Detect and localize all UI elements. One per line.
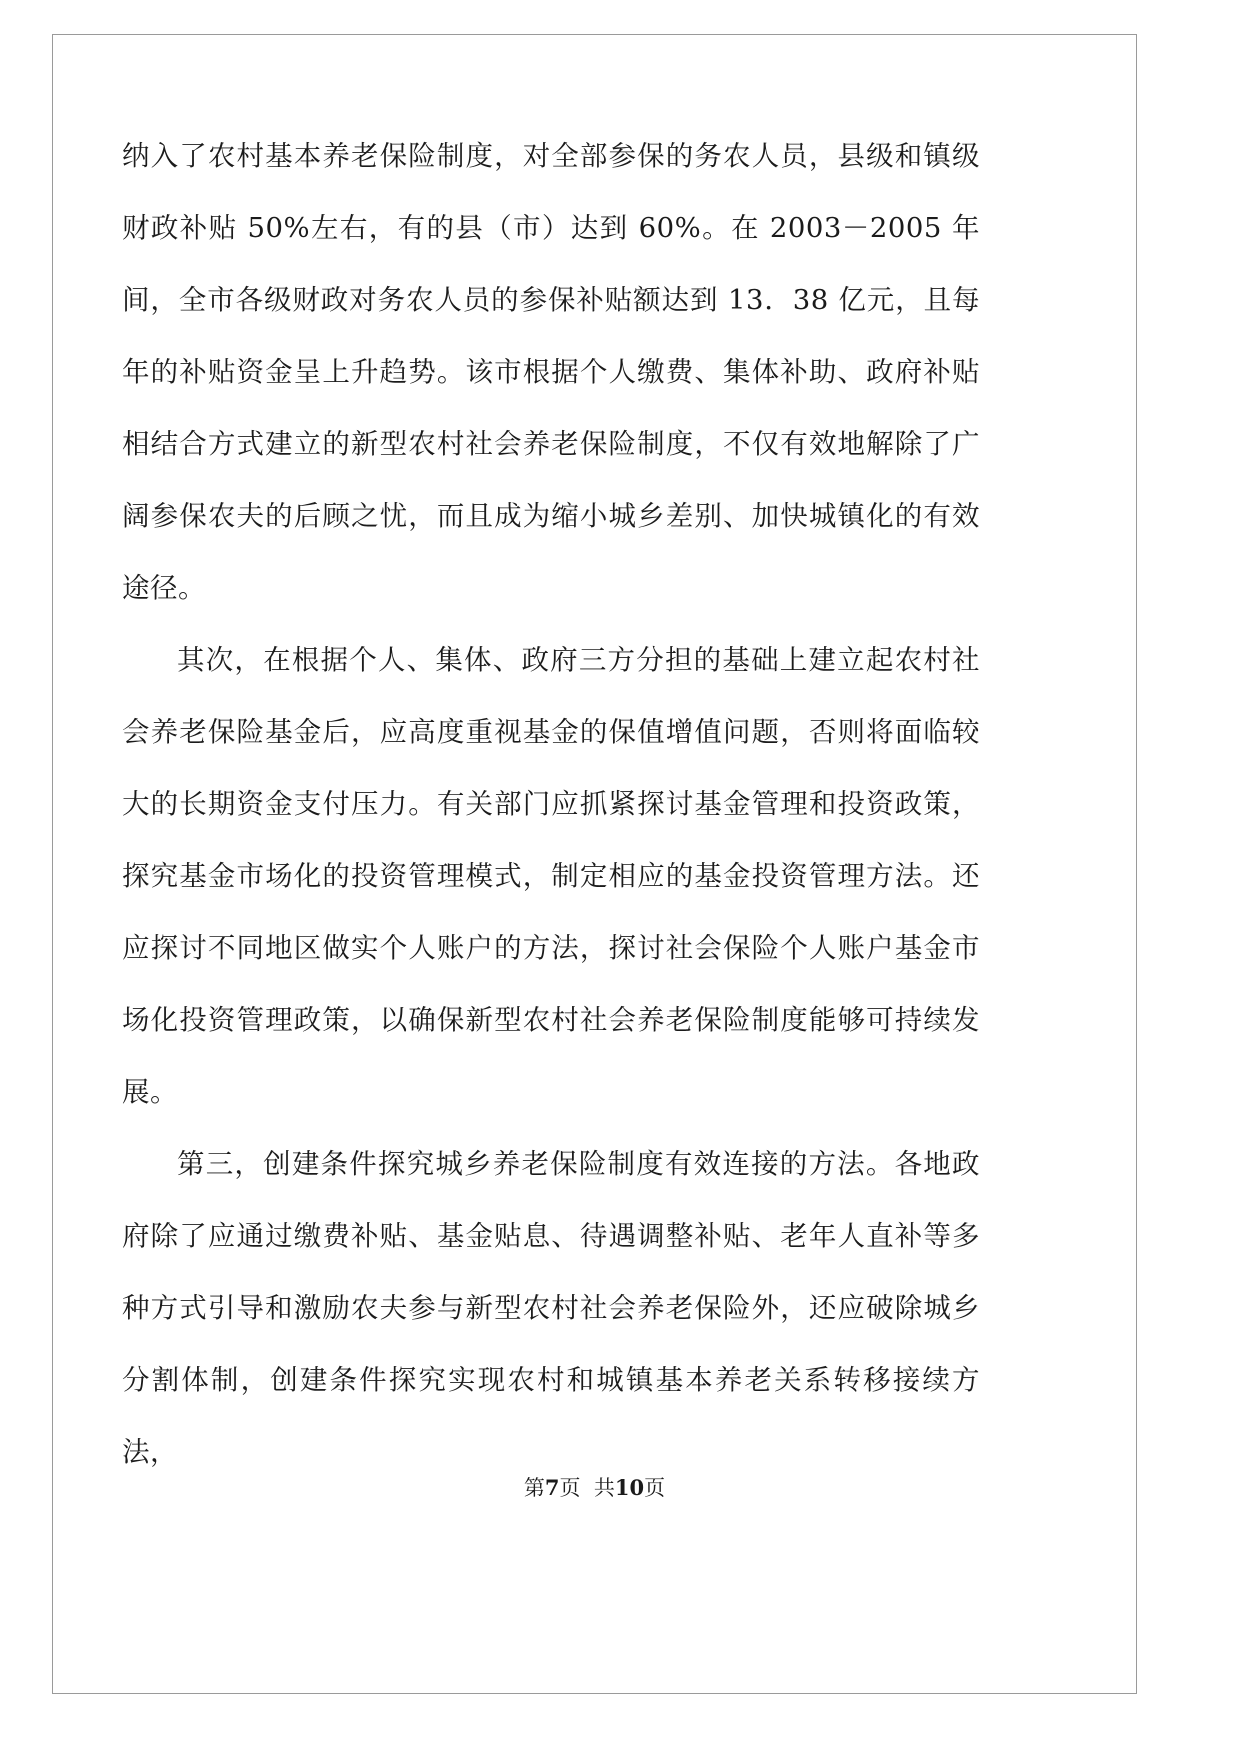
footer-page-suffix: 页: [559, 1476, 581, 1500]
footer-total-prefix: 共: [593, 1476, 615, 1500]
paragraph-1: 纳入了农村基本养老保险制度，对全部参保的务农人员，县级和镇级财政补贴 50%左右，有的县（市）达到 60%。在 2003－2005 年间，全市各级财政对务农人员的参保补贴额达到 13．38 亿元，且每年的补贴资金呈上升趋势。该市根据个人缴费、集体补助、政府补贴相结合方式建立的新型农村社会养老保险制度，不仅有效地解除了广阔参保农夫的后顾之忧，而且成为缩小城乡差别、加快城镇化的有效途径。: [122, 140, 980, 604]
paragraph-2: 其次，在根据个人、集体、政府三方分担的基础上建立起农村社会养老保险基金后，应高度重视基金的保值增值问题，否则将面临较大的长期资金支付压力。有关部门应抓紧探讨基金管理和投资政策，探究基金市场化的投资管理模式，制定相应的基金投资管理方法。还应探讨不同地区做实个人账户的方法，探讨社会保险个人账户基金市场化投资管理政策，以确保新型农村社会养老保险制度能够可持续发展。: [122, 644, 980, 1108]
paragraph-3: 第三，创建条件探究城乡养老保险制度有效连接的方法。各地政府除了应通过缴费补贴、基金贴息、待遇调整补贴、老年人直补等多种方式引导和激励农夫参与新型农村社会养老保险外，还应破除城乡分割体制，创建条件探究实现农村和城镇基本养老关系转移接续方法，: [122, 1148, 980, 1468]
footer-total-pages: 10: [614, 1475, 645, 1500]
document-body: [122, 120, 980, 1488]
footer-total-suffix: 页: [644, 1476, 666, 1500]
page-footer: [52, 1472, 1137, 1502]
footer-page-number: 7: [544, 1475, 560, 1500]
footer-page-prefix: 第: [523, 1476, 545, 1500]
